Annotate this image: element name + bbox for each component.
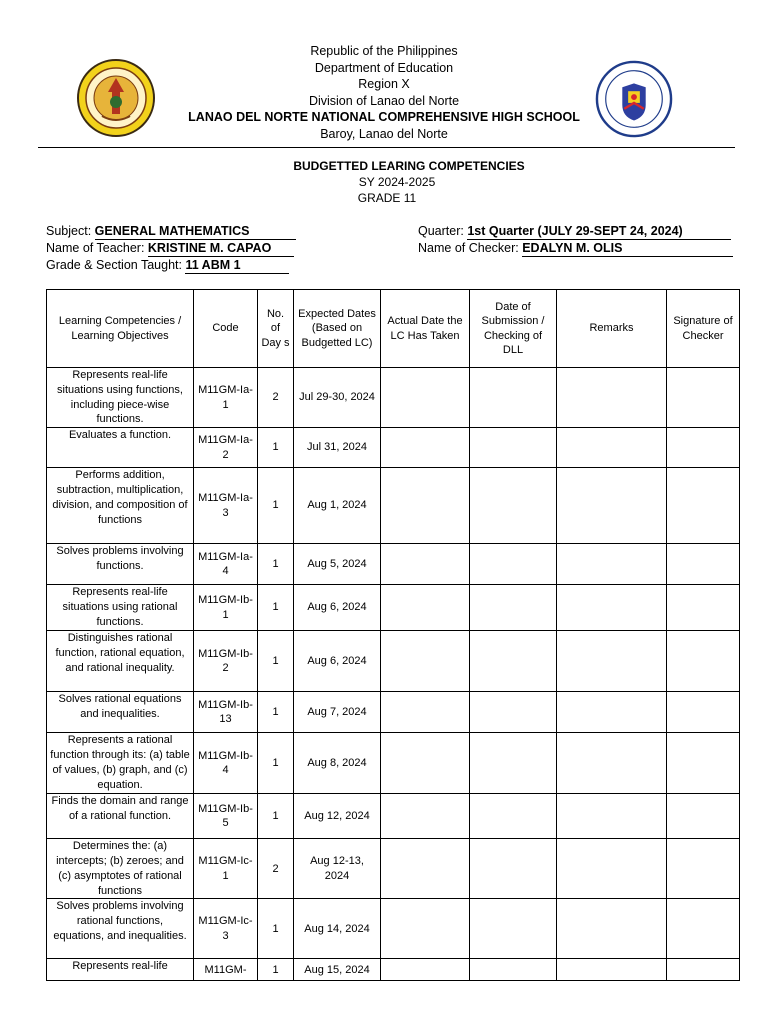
remarks-cell [557, 839, 667, 899]
submission-date-cell [470, 692, 557, 733]
quarter-line [418, 223, 731, 240]
code-cell: M11GM-Ib-5 [194, 794, 258, 839]
header-actual-date: Actual Date the LC Has Taken [381, 290, 470, 368]
actual-date-cell [381, 468, 470, 544]
teacher-line [46, 240, 294, 257]
table-row [47, 692, 740, 733]
days-cell: 1 [258, 585, 294, 631]
days-cell: 1 [258, 544, 294, 585]
signature-cell [667, 585, 740, 631]
actual-date-cell [381, 692, 470, 733]
table-row [47, 368, 740, 428]
expected-date-cell: Aug 6, 2024 [294, 631, 381, 692]
code-cell: M11GM-Ia-1 [194, 368, 258, 428]
submission-date-cell [470, 544, 557, 585]
competency-cell: Finds the domain and range of a rational function. [47, 794, 194, 839]
signature-cell [667, 368, 740, 428]
code-cell: M11GM- [194, 959, 258, 981]
remarks-cell [557, 733, 667, 794]
school-location: Baroy, Lanao del Norte [320, 126, 448, 141]
remarks-cell [557, 585, 667, 631]
table-row [47, 794, 740, 839]
days-cell: 1 [258, 428, 294, 468]
remarks-cell [557, 631, 667, 692]
submission-date-cell [470, 959, 557, 981]
remarks-cell [557, 794, 667, 839]
expected-date-cell: Aug 8, 2024 [294, 733, 381, 794]
days-cell: 1 [258, 733, 294, 794]
checker-line [418, 240, 733, 257]
table-row [47, 631, 740, 692]
submission-date-cell [470, 899, 557, 959]
expected-date-cell: Jul 31, 2024 [294, 428, 381, 468]
department-line: Department of Education [314, 60, 454, 75]
code-cell: M11GM-Ic-3 [194, 899, 258, 959]
division-line: Division of Lanao del Norte [308, 93, 460, 108]
table-header-row [47, 290, 740, 368]
document-header [0, 43, 768, 142]
subject-line [46, 223, 296, 240]
signature-cell [667, 899, 740, 959]
quarter-value: 1st Quarter (JULY 29-SEPT 24, 2024) [467, 225, 731, 240]
title-school-year: SY 2024-2025 [358, 175, 436, 189]
competency-cell: Represents real-life situations using rational functions. [47, 585, 194, 631]
school-name: LANAO DEL NORTE NATIONAL COMPREHENSIVE HIGH SCHOOL [188, 110, 580, 124]
competency-cell: Solves problems involving rational functions, equations, and inequalities. [47, 899, 194, 959]
competency-cell: Distinguishes rational function, rational equation, and rational inequality. [47, 631, 194, 692]
competency-cell: Solves problems involving functions. [47, 544, 194, 585]
submission-date-cell [470, 733, 557, 794]
submission-date-cell [470, 468, 557, 544]
remarks-cell [557, 544, 667, 585]
signature-cell [667, 692, 740, 733]
competency-cell: Performs addition, subtraction, multiplication, division, and composition of functions [47, 468, 194, 544]
header-expected-dates: Expected Dates (Based on Budgetted LC) [294, 290, 381, 368]
teacher-label: Name of Teacher: [46, 241, 148, 255]
competency-cell: Represents real-life situations using functions, including piece-wise functions. [47, 368, 194, 428]
actual-date-cell [381, 428, 470, 468]
days-cell: 2 [258, 368, 294, 428]
expected-date-cell: Aug 5, 2024 [294, 544, 381, 585]
code-cell: M11GM-Ib-4 [194, 733, 258, 794]
days-cell: 1 [258, 899, 294, 959]
competency-cell: Evaluates a function. [47, 428, 194, 468]
quarter-label: Quarter: [418, 224, 468, 238]
table-row [47, 839, 740, 899]
submission-date-cell [470, 368, 557, 428]
submission-date-cell [470, 631, 557, 692]
actual-date-cell [381, 368, 470, 428]
table-row [47, 428, 740, 468]
expected-date-cell: Aug 1, 2024 [294, 468, 381, 544]
actual-date-cell [381, 733, 470, 794]
submission-date-cell [470, 839, 557, 899]
actual-date-cell [381, 899, 470, 959]
title-main: BUDGETTED LEARING COMPETENCIES [293, 159, 525, 173]
remarks-cell [557, 959, 667, 981]
header-code: Code [194, 290, 258, 368]
remarks-cell [557, 368, 667, 428]
subject-label: Subject: [46, 224, 95, 238]
remarks-cell [557, 468, 667, 544]
signature-cell [667, 544, 740, 585]
expected-date-cell: Jul 29-30, 2024 [294, 368, 381, 428]
signature-cell [667, 794, 740, 839]
expected-date-cell: Aug 12-13, 2024 [294, 839, 381, 899]
grade-section-line [46, 257, 289, 274]
signature-cell [667, 733, 740, 794]
code-cell: M11GM-Ic-1 [194, 839, 258, 899]
competencies-table [46, 289, 740, 981]
checker-label: Name of Checker: [418, 241, 523, 255]
submission-date-cell [470, 585, 557, 631]
actual-date-cell [381, 839, 470, 899]
code-cell: M11GM-Ib-1 [194, 585, 258, 631]
region-line: Region X [358, 77, 410, 91]
title-grade: GRADE 11 [357, 191, 417, 205]
header-remarks: Remarks [557, 290, 667, 368]
competency-cell: Solves rational equations and inequalities. [47, 692, 194, 733]
table-row [47, 585, 740, 631]
expected-date-cell: Aug 15, 2024 [294, 959, 381, 981]
code-cell: M11GM-Ib-2 [194, 631, 258, 692]
grade-section-label: Grade & Section Taught: [46, 258, 186, 272]
actual-date-cell [381, 585, 470, 631]
code-cell: M11GM-Ib-13 [194, 692, 258, 733]
days-cell: 1 [258, 959, 294, 981]
remarks-cell [557, 428, 667, 468]
code-cell: M11GM-Ia-2 [194, 428, 258, 468]
expected-date-cell: Aug 6, 2024 [294, 585, 381, 631]
days-cell: 2 [258, 839, 294, 899]
table-row [47, 544, 740, 585]
competency-cell: Represents a rational function through its: (a) table of values, (b) graph, and (c) equation. [47, 733, 194, 794]
header-days: No. of Day s [258, 290, 294, 368]
header-signature: Signature of Checker [667, 290, 740, 368]
days-cell: 1 [258, 631, 294, 692]
code-cell: M11GM-Ia-4 [194, 544, 258, 585]
competency-cell: Determines the: (a) intercepts; (b) zeroes; and (c) asymptotes of rational functions [47, 839, 194, 899]
table-row [47, 899, 740, 959]
actual-date-cell [381, 544, 470, 585]
subject-value: GENERAL MATHEMATICS [95, 225, 296, 240]
table-row [47, 959, 740, 981]
submission-date-cell [470, 794, 557, 839]
header-competencies: Learning Competencies / Learning Objectives [47, 290, 194, 368]
expected-date-cell: Aug 7, 2024 [294, 692, 381, 733]
actual-date-cell [381, 794, 470, 839]
remarks-cell [557, 692, 667, 733]
actual-date-cell [381, 959, 470, 981]
days-cell: 1 [258, 468, 294, 544]
teacher-value: KRISTINE M. CAPAO [148, 242, 294, 257]
actual-date-cell [381, 631, 470, 692]
header-submission-date: Date of Submission / Checking of DLL [470, 290, 557, 368]
days-cell: 1 [258, 692, 294, 733]
signature-cell [667, 631, 740, 692]
submission-date-cell [470, 428, 557, 468]
code-cell: M11GM-Ia-3 [194, 468, 258, 544]
republic-line: Republic of the Philippines [310, 44, 458, 58]
expected-date-cell: Aug 14, 2024 [294, 899, 381, 959]
document-title [0, 158, 768, 206]
table-row [47, 468, 740, 544]
header-divider [38, 147, 735, 148]
expected-date-cell: Aug 12, 2024 [294, 794, 381, 839]
days-cell: 1 [258, 794, 294, 839]
signature-cell [667, 428, 740, 468]
checker-value: EDALYN M. OLIS [522, 242, 733, 257]
signature-cell [667, 468, 740, 544]
signature-cell [667, 959, 740, 981]
remarks-cell [557, 899, 667, 959]
grade-section-value: 11 ABM 1 [185, 259, 289, 274]
competency-cell: Represents real-life [47, 959, 194, 981]
table-row [47, 733, 740, 794]
signature-cell [667, 839, 740, 899]
